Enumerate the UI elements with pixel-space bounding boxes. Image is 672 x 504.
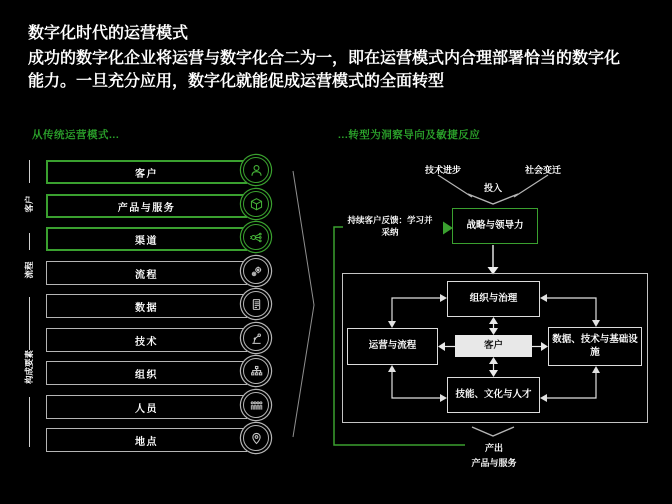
group-label-components: 构成要素 [24,350,34,385]
page-title: 数字化时代的运营模式 [28,25,189,42]
funnel-line-right [514,175,548,197]
funnel-line-left [438,175,472,197]
group-label-customer: 客户 [24,195,34,213]
output-chevron-icon [472,427,514,436]
right-section-header: ...转型为洞察导向及敏捷反应 [338,129,481,141]
customer-center-box: 客户 [455,335,532,357]
model-row-label: 产品与服务 [117,202,176,214]
model-row-label: 人员 [135,403,158,415]
input-label: 投入 [483,183,502,193]
operations-processes-box: 运营与流程 [347,328,438,365]
model-row-label: 地点 [135,436,158,448]
left-section-header: 从传统运营模式... [32,129,120,141]
skills-culture-talent-box: 技能、文化与人才 [447,377,540,413]
model-row-label: 数据 [135,302,158,314]
output-products-services-label: 产品与服务 [471,458,517,468]
tech-progress-label: 技术进步 [424,165,461,175]
model-row-label: 技术 [135,336,158,348]
organization-governance-box: 组织与治理 [447,281,540,317]
transition-chevron [293,171,314,437]
model-row-label: 客户 [135,168,158,180]
model-row-label: 渠道 [135,235,158,247]
model-row-label: 流程 [135,269,158,281]
page-subtitle: 成功的数字化企业将运营与数字化合二为一，即在运营模式内合理部署恰当的数字化能力。一旦充分应用，数字化就能促成运营模式的全面转型 [28,50,621,91]
data-tech-infrastructure-box: 数据、技术与基础设施 [548,327,642,366]
group-label-process: 流程 [24,261,34,279]
input-chevron-icon [468,194,518,204]
strategy-leadership-box: 战略与领导力 [452,208,538,244]
social-change-label: 社会变迁 [524,165,561,175]
customer-feedback-label: 持续客户反馈：学习并采纳 [347,215,433,237]
model-row-label: 组织 [135,369,158,381]
output-label: 产出 [484,443,503,453]
